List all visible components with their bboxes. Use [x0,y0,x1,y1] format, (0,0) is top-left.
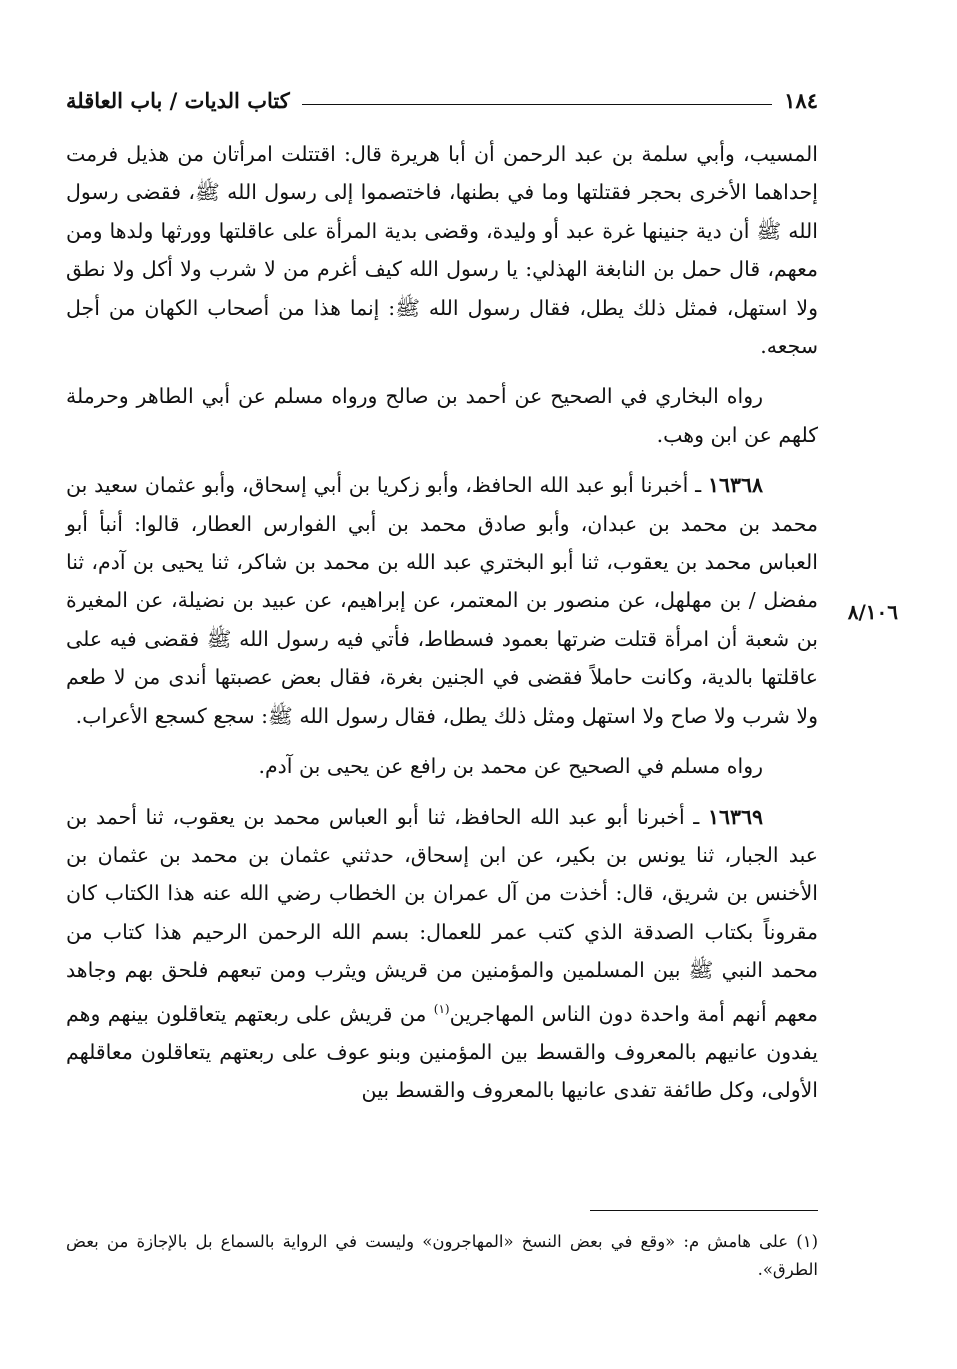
hadith-number: ١٦٣٦٨ [707,473,763,498]
paragraph-text: ـ أخبرنا أبو عبد الله الحافظ، ثنا أبو العباس محمد بن يعقوب، ثنا أحمد بن عبد الجبار، ثنا يونس بن بكير، عن ابن إسحاق، حدثني عثمان بن محمد بن عثمان بن الأخنس بن شريق، قال: أخذت من آل عمران بن الخطاب رضي الله عنه هذا الكتاب كان مقروناً بكتاب الصدقة الذي كتب عمر للعمال: بسم الله الرحمن الرحيم هذا كتاب من محمد النبي ﷺ بين المسلمين والمؤمنين من قريش ويثرب ومن تبعهم فلحق بهم وجاهد معهم أنهم أمة واحدة دون الناس المهاجرين [66,804,818,1026]
footnote: (١) على هامش م: «وقع في بعض النسخ «المهاجرون» وليست في الرواية بالسماع بل بالإجازة من بعض الطرق». [66,1232,818,1279]
hadith-number: ١٦٣٦٩ [707,804,763,829]
paragraph-text: رواه مسلم في الصحيح عن محمد بن رافع عن يحيى بن آدم. [258,754,763,779]
paragraph-text-continued: من قريش على ربعتهم يتعاقلون بينهم وهم يفدون عانيهم بالمعروف والقسط بين المؤمنين وبنو عوف على ربعتهم يتعاقلون معاقلهم الأولى، وكل طائفة تفدى عانيها بالمعروف والقسط بين [66,1001,818,1103]
footnote-separator [590,1210,818,1211]
main-text [66,135,818,1110]
page-header [66,82,818,118]
paragraph-text: رواه البخاري في الصحيح عن أحمد بن صالح ورواه مسلم عن أبي الطاهر وحرملة كلهم عن ابن وهب. [66,384,818,447]
hadith-paragraph [66,466,818,735]
header-rule [302,104,772,105]
running-head: كتاب الديات / باب العاقلة [66,87,290,113]
paragraph-text: المسيب، وأبي سلمة بن عبد الرحمن أن أبا هريرة قال: اقتتلت امرأتان من هذيل فرمت إحداهما الأخرى بحجر فقتلتها وما في بطنها، فاختصموا إلى رسول الله ﷺ، فقضى رسول الله ﷺ أن دية جنينها غرة عبد أو وليدة، وقضى بدية المرأة على عاقلتها وورثها ولدها ومن معهم، قال حمل بن النابغة الهذلي: يا رسول الله كيف أغرم من لا شرب ولا أكل ولا نطق ولا استهل، فمثل ذلك يطل، فقال رسول الله ﷺ: إنما هذا من أصحاب الكهان من أجل سجعه. [66,142,818,359]
margin-volume-page-ref: ٨/١٠٦ [847,600,898,624]
page-number: ١٨٤ [784,87,818,113]
paragraph-text: ـ أخبرنا أبو عبد الله الحافظ، وأبو زكريا بن أبي إسحاق، وأبو عثمان سعيد بن محمد بن محمد بن عبدان، وأبو صادق محمد بن أبي الفوارس العطار، قالوا: أنبأ أبو العباس محمد بن يعقوب، ثنا أبو البختري عبد الله بن محمد بن شاكر، ثنا يحيى بن آدم، ثنا مفضل / بن مهلهل، عن منصور بن المعتمر، عن إبراهيم، عن عبيد بن نضيلة، عن المغيرة بن شعبة أن امرأة قتلت ضرتها بعمود فسطاط، فأتي فيه رسول الله ﷺ فقضى فيه على عاقلتها بالدية، وكانت حاملاً فقضى في الجنين بغرة، فقال بعض عصبتها أندى من لا طعم ولا شرب ولا صاح ولا استهل ومثل ذلك يطل، فقال رسول الله ﷺ: سجع كسجع الأعراب. [66,473,818,728]
paragraph [66,135,818,365]
paragraph [66,747,818,785]
hadith-paragraph [66,798,818,1110]
footnote-marker: (١) [433,1001,450,1016]
paragraph [66,377,818,454]
